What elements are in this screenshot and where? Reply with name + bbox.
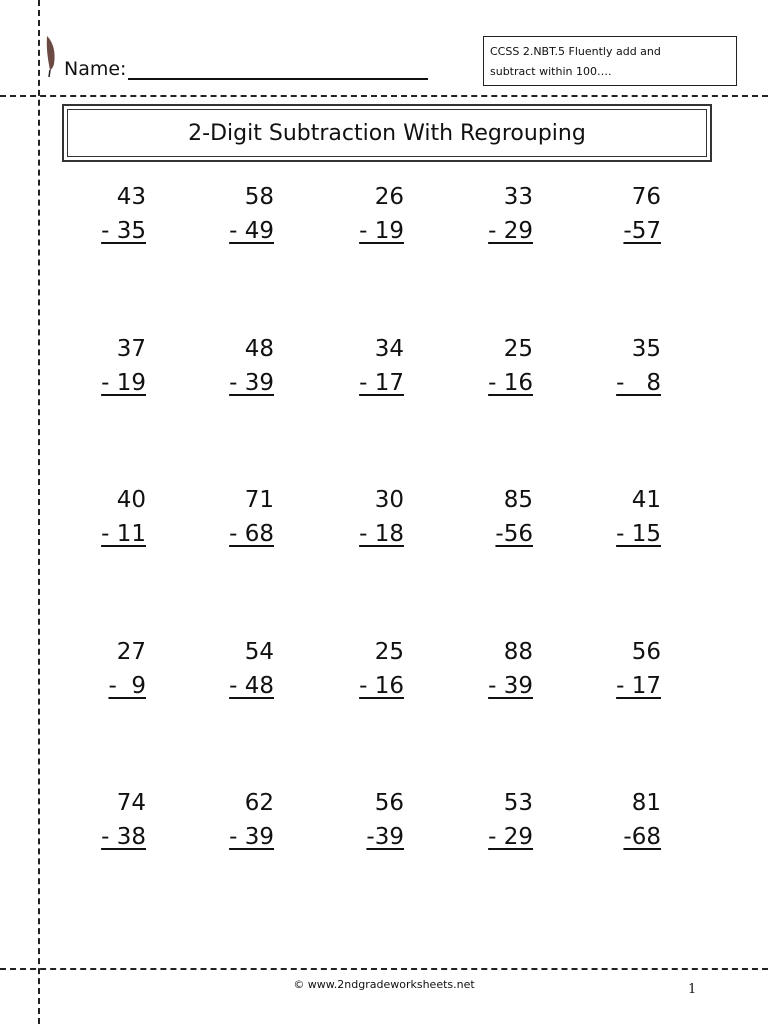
minuend: 33 (503, 184, 533, 210)
problem (314, 786, 404, 854)
subtrahend: - 8 (616, 370, 661, 396)
problem (571, 483, 661, 551)
subtrahend: - 16 (359, 673, 404, 699)
subtrahend: - 29 (488, 824, 533, 850)
problem-row (40, 635, 768, 705)
minuend: 25 (503, 336, 533, 362)
title-box (62, 104, 712, 162)
subtrahend: - 17 (616, 673, 661, 699)
problem (443, 332, 533, 400)
minuend: 62 (244, 790, 274, 816)
minuend: 41 (631, 487, 661, 513)
bottom-cut-line (0, 968, 768, 970)
subtrahend: - 49 (229, 218, 274, 244)
problem (314, 635, 404, 703)
subtrahend: - 9 (108, 673, 146, 699)
problem (184, 332, 274, 400)
problem (314, 180, 404, 248)
minuend: 37 (116, 336, 146, 362)
subtrahend: - 39 (229, 824, 274, 850)
minuend: 81 (631, 790, 661, 816)
minuend: 27 (116, 639, 146, 665)
minuend: 58 (244, 184, 274, 210)
worksheet-title: 2-Digit Subtraction With Regrouping (67, 109, 707, 157)
problem (56, 483, 146, 551)
minuend: 56 (631, 639, 661, 665)
problem-row (40, 180, 768, 250)
minuend: 88 (503, 639, 533, 665)
minuend: 53 (503, 790, 533, 816)
minuend: 54 (244, 639, 274, 665)
name-label: Name: (64, 58, 127, 80)
subtrahend: - 39 (488, 673, 533, 699)
subtrahend: -57 (623, 218, 661, 244)
subtrahend: - 17 (359, 370, 404, 396)
problem (314, 332, 404, 400)
subtrahend: -56 (495, 521, 533, 547)
subtrahend: - 16 (488, 370, 533, 396)
problem (443, 635, 533, 703)
subtrahend: - 18 (359, 521, 404, 547)
subtrahend: - 11 (101, 521, 146, 547)
subtrahend: - 39 (229, 370, 274, 396)
name-write-line[interactable] (128, 78, 428, 80)
subtrahend: - 19 (101, 370, 146, 396)
minuend: 56 (374, 790, 404, 816)
top-cut-line (0, 95, 768, 97)
standard-text-line2: subtract within 100…. (490, 65, 612, 78)
problem (56, 635, 146, 703)
minuend: 71 (244, 487, 274, 513)
problem (443, 180, 533, 248)
minuend: 25 (374, 639, 404, 665)
subtrahend: - 35 (101, 218, 146, 244)
minuend: 26 (374, 184, 404, 210)
minuend: 40 (116, 487, 146, 513)
minuend: 30 (374, 487, 404, 513)
minuend: 85 (503, 487, 533, 513)
problem-row (40, 786, 768, 856)
subtrahend: - 29 (488, 218, 533, 244)
minuend: 34 (374, 336, 404, 362)
minuend: 43 (116, 184, 146, 210)
minuend: 74 (116, 790, 146, 816)
subtrahend: -68 (623, 824, 661, 850)
subtrahend: -39 (366, 824, 404, 850)
problem (56, 332, 146, 400)
minuend: 76 (631, 184, 661, 210)
problem (443, 483, 533, 551)
footer-website: © www.2ndgradeworksheets.net (293, 978, 475, 991)
subtrahend: - 15 (616, 521, 661, 547)
problem (184, 786, 274, 854)
problem (56, 180, 146, 248)
problem (571, 180, 661, 248)
problem (571, 332, 661, 400)
problem (184, 635, 274, 703)
subtrahend: - 19 (359, 218, 404, 244)
problem (184, 180, 274, 248)
problem (56, 786, 146, 854)
minuend: 35 (631, 336, 661, 362)
standard-text-line1: CCSS 2.NBT.5 Fluently add and (490, 45, 661, 58)
subtrahend: - 48 (229, 673, 274, 699)
problem (443, 786, 533, 854)
problem (314, 483, 404, 551)
standard-box (483, 36, 737, 86)
problem-row (40, 332, 768, 402)
minuend: 48 (244, 336, 274, 362)
problem (184, 483, 274, 551)
problem (571, 786, 661, 854)
subtrahend: - 68 (229, 521, 274, 547)
problem (571, 635, 661, 703)
page-number: 1 (688, 982, 697, 997)
problem-row (40, 483, 768, 553)
subtrahend: - 38 (101, 824, 146, 850)
quill-pen-icon (44, 34, 58, 78)
